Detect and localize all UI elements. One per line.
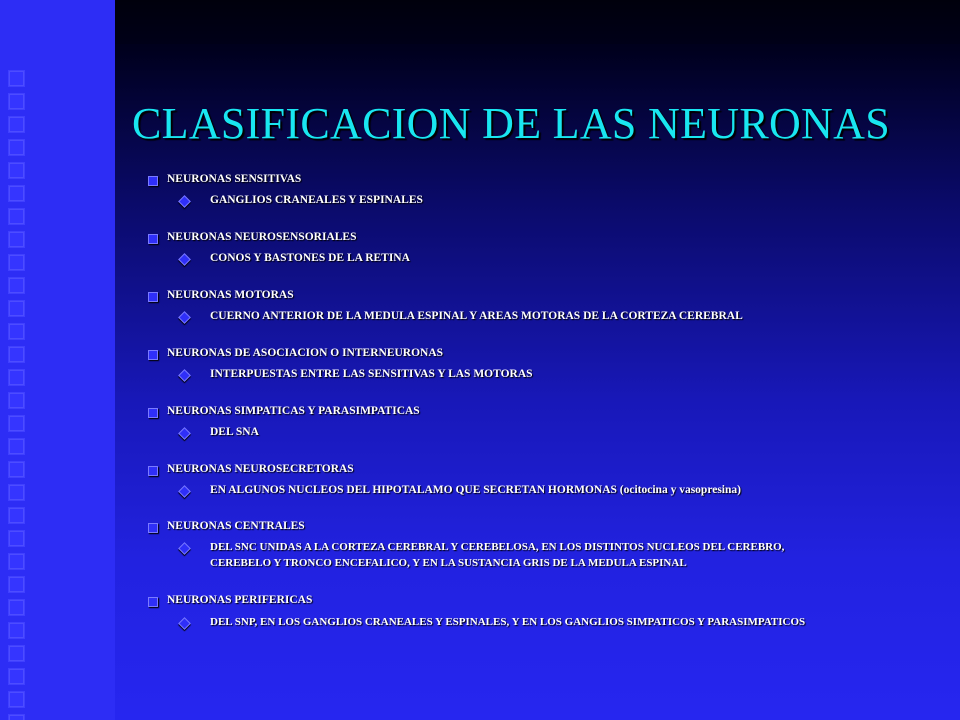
- sub-item: DEL SNP, EN LOS GANGLIOS CRANEALES Y ESPINALES, Y EN LOS GANGLIOS SIMPATICOS Y PARASIMPATICOS: [210, 616, 806, 628]
- sub-item-continuation: CEREBELO Y TRONCO ENCEFALICO, Y EN LA SUSTANCIA GRIS DE LA MEDULA ESPINAL: [210, 557, 687, 569]
- list-item-label: NEURONAS CENTRALES: [167, 520, 305, 532]
- list-item-label: NEURONAS NEUROSENSORIALES: [167, 231, 357, 243]
- diamond-bullet-icon: [178, 485, 191, 498]
- list-item-label: NEURONAS SENSITIVAS: [167, 173, 302, 185]
- left-decorative-strip: [0, 0, 115, 720]
- slide-title: CLASIFICACION DE LAS NEURONAS: [132, 99, 890, 148]
- sub-item: GANGLIOS CRANEALES Y ESPINALES: [210, 194, 423, 206]
- diamond-bullet-icon: [178, 311, 191, 324]
- sub-item: EN ALGUNOS NUCLEOS DEL HIPOTALAMO QUE SECRETAN HORMONAS (ocitocina y vasopresina): [210, 484, 741, 496]
- diamond-bullet-icon: [178, 369, 191, 382]
- list-item-label: NEURONAS SIMPATICAS Y PARASIMPATICAS: [167, 405, 420, 417]
- sub-item: INTERPUESTAS ENTRE LAS SENSITIVAS Y LAS MOTORAS: [210, 368, 533, 380]
- square-bullet-icon: [148, 234, 158, 244]
- diamond-bullet-icon: [178, 542, 191, 555]
- diamond-bullet-icon: [178, 195, 191, 208]
- square-bullet-icon: [148, 523, 158, 533]
- square-bullet-icon: [148, 292, 158, 302]
- square-bullet-icon: [148, 466, 158, 476]
- sub-item: CUERNO ANTERIOR DE LA MEDULA ESPINAL Y AREAS MOTORAS DE LA CORTEZA CEREBRAL: [210, 310, 743, 322]
- sub-item: CONOS Y BASTONES DE LA RETINA: [210, 252, 410, 264]
- square-bullet-icon: [148, 176, 158, 186]
- diamond-bullet-icon: [178, 617, 191, 630]
- top-dark-band: [115, 0, 960, 44]
- square-bullet-icon: [148, 408, 158, 418]
- square-bullet-icon: [148, 597, 158, 607]
- sub-item: DEL SNC UNIDAS A LA CORTEZA CEREBRAL Y CEREBELOSA, EN LOS DISTINTOS NUCLEOS DEL CEREBRO,: [210, 541, 785, 553]
- list-item-label: NEURONAS NEUROSECRETORAS: [167, 463, 354, 475]
- decorative-squares: [8, 70, 26, 720]
- diamond-bullet-icon: [178, 253, 191, 266]
- sub-item: DEL SNA: [210, 426, 259, 438]
- list-item-label: NEURONAS DE ASOCIACION O INTERNEURONAS: [167, 347, 444, 359]
- diamond-bullet-icon: [178, 427, 191, 440]
- list-item-label: NEURONAS PERIFERICAS: [167, 594, 313, 606]
- square-bullet-icon: [148, 350, 158, 360]
- list-item-label: NEURONAS MOTORAS: [167, 289, 294, 301]
